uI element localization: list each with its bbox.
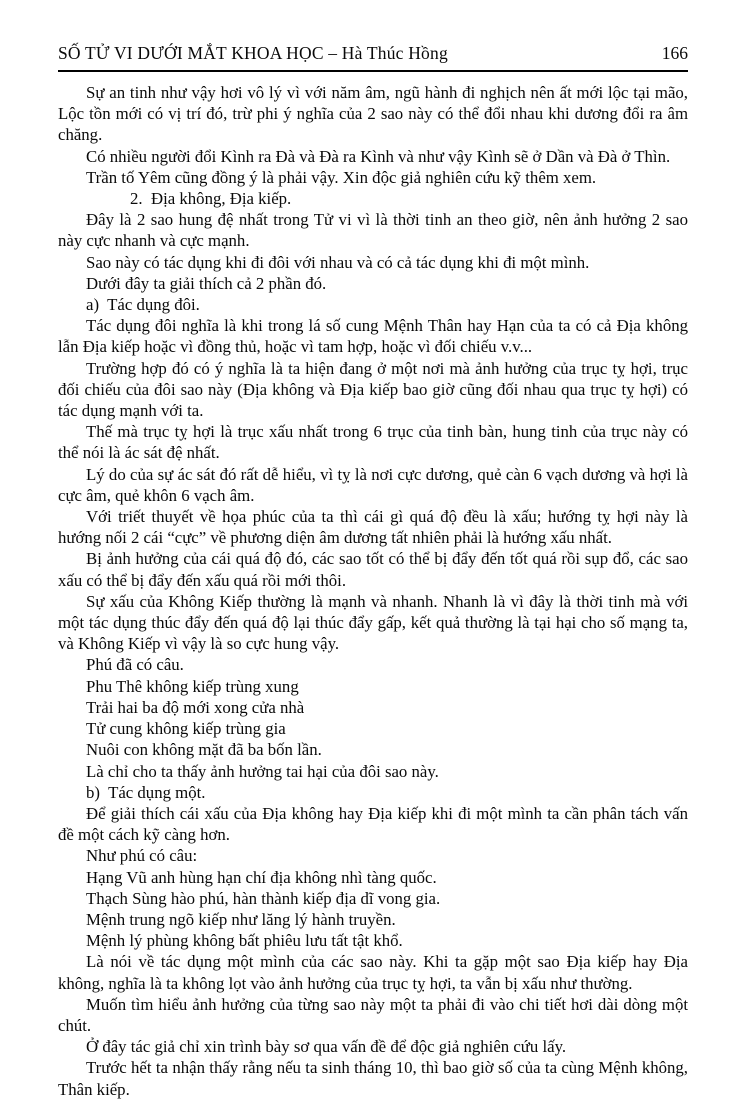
paragraph: Hạng Vũ anh hùng hạn chí địa không nhì tàng quốc. xyxy=(86,867,437,887)
page-header xyxy=(58,42,688,64)
paragraph: Mệnh trung ngõ kiếp như lăng lý hành truyền. xyxy=(86,909,396,929)
page-body xyxy=(58,82,688,1100)
paragraph: Có nhiều người đổi Kình ra Đà và Đà ra Kình và như vậy Kình sẽ ở Dần và Đà ở Thìn. xyxy=(86,146,671,166)
paragraph: Lý do của sự ác sát đó rất dễ hiểu, vì tỵ là nơi cực dương, quẻ càn 6 vạch dương và hợi là cực âm, quẻ khôn 6 vạch âm. xyxy=(58,464,688,505)
page-number: 166 xyxy=(661,43,688,63)
paragraph: Trải hai ba độ mới xong cửa nhà xyxy=(86,697,305,717)
paragraph: Là chỉ cho ta thấy ảnh hưởng tai hại của đôi sao này. xyxy=(86,761,439,781)
paragraph: Tử cung không kiếp trùng gia xyxy=(86,719,286,739)
paragraph: Phu Thê không kiếp trùng xung xyxy=(86,676,299,696)
paragraph: Với triết thuyết về họa phúc của ta thì cái gì quá độ đều là xấu; hướng tỵ hợi này là hướng nối 2 cái “cực” về phương diện âm dương tất nhiên phải là hướng xấu nhất. xyxy=(58,507,688,548)
paragraph: Bị ảnh hưởng của cái quá độ đó, các sao tốt có thể bị đẩy đến tốt quá rồi sụp đổ, các sao xấu có thể bị đẩy đến xấu quá rồi mới thôi. xyxy=(58,549,688,590)
paragraph: Phú đã có câu. xyxy=(86,655,184,675)
paragraph: Sao này có tác dụng khi đi đôi với nhau và có cả tác dụng khi đi một mình. xyxy=(86,252,590,272)
paragraph: Trần tố Yêm cũng đồng ý là phải vậy. Xin độc giả nghiên cứu kỹ thêm xem. xyxy=(86,167,597,187)
paragraph: Sự an tinh như vậy hơi vô lý vì với năm âm, ngũ hành đi nghịch nên ất mới lộc tại mão, Lộc tồn mới có vị trí đó, trừ phi ý nghĩa của 2 sao này có thể đổi nhau khi dương đổi ra âm chăng. xyxy=(58,83,688,145)
paragraph: Thế mà trục tỵ hợi là trục xấu nhất trong 6 trục của tinh bàn, hung tinh của trục này có thể nói là ác sát đệ nhất. xyxy=(58,422,688,463)
paragraph: Dưới đây ta giải thích cả 2 phần đó. xyxy=(86,273,327,293)
header-divider xyxy=(58,70,688,72)
paragraph: Trường hợp đó có ý nghĩa là ta hiện đang ở một nơi mà ảnh hưởng của trục tỵ hợi, trục đối chiếu của đôi sao này (Địa không và Địa kiếp bao giờ cũng đối nhau qua trục tỵ hợi) có tác dụng mạnh với ta. xyxy=(58,358,688,421)
paragraph: b) Tác dụng một. xyxy=(86,782,206,802)
paragraph: Mệnh lý phùng không bất phiêu lưu tất tật khổ. xyxy=(86,931,403,951)
paragraph: Sự xấu của Không Kiếp thường là mạnh và nhanh. Nhanh là vì đây là thời tinh mà với một tác dụng thúc đẩy đến quá độ lại thúc đẩy gấp, kết quả thường là tại hại cho số mạng ta, và Không Kiếp vì vậy là so cực hung vậy. xyxy=(58,591,688,654)
paragraph: Trước hết ta nhận thấy rằng nếu ta sinh tháng 10, thì bao giờ số của ta cùng Mệnh không, Thân kiếp. xyxy=(58,1058,688,1099)
paragraph: Để giải thích cái xấu của Địa không hay Địa kiếp khi đi một mình ta cần phân tách vấn đề một cách kỹ càng hơn. xyxy=(58,803,688,845)
paragraph: Nuôi con không mặt đã ba bốn lần. xyxy=(86,740,322,760)
paragraph: 2. Địa không, Địa kiếp. xyxy=(130,189,292,209)
paragraph: a) Tác dụng đôi. xyxy=(86,295,200,315)
paragraph: Đây là 2 sao hung đệ nhất trong Tử vi vì là thời tinh an theo giờ, nên ảnh hưởng 2 sao này cực nhanh và cực mạnh. xyxy=(58,210,688,251)
paragraph: Ở đây tác giả chỉ xin trình bày sơ qua vấn đề để độc giả nghiên cứu lấy. xyxy=(86,1037,567,1057)
paragraph: Tác dụng đôi nghĩa là khi trong lá số cung Mệnh Thân hay Hạn của ta có cả Địa không lẫn Địa kiếp hoặc vì đồng thủ, hoặc vì tam hợp, hoặc vì đối chiếu v.v... xyxy=(58,316,688,357)
book-title: SỐ TỬ VI DƯỚI MẮT KHOA HỌC – Hà Thúc Hồng xyxy=(58,43,448,63)
paragraph: Thạch Sùng hào phú, hàn thành kiếp địa dĩ vong gia. xyxy=(86,888,441,908)
paragraph: Là nói về tác dụng một mình của các sao này. Khi ta gặp một sao Địa kiếp hay Địa không, nghĩa là ta không lọt vào ảnh hưởng của trục tỵ hợi, ta vẫn bị xấu như thường. xyxy=(58,952,688,993)
paragraph: Muốn tìm hiểu ảnh hưởng của từng sao này một ta phải đi vào chi tiết hơi dài dòng một chút. xyxy=(58,994,688,1035)
paragraph: Như phú có câu: xyxy=(86,846,198,866)
